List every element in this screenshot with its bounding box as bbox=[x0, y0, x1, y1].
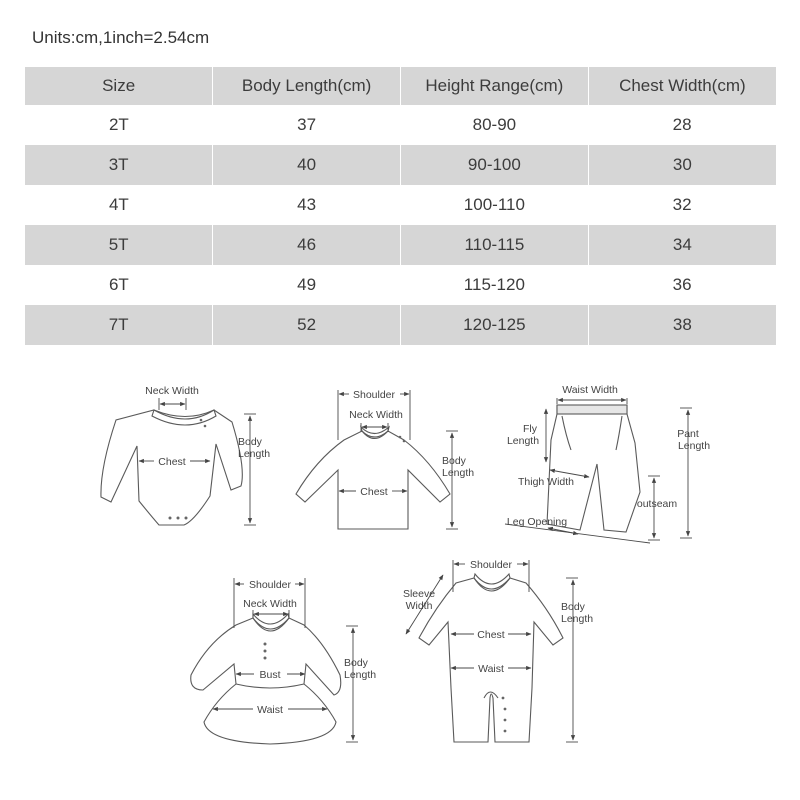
pants-outseam-label: outseam bbox=[636, 498, 678, 510]
romper-outline bbox=[419, 578, 563, 742]
header-height-range: Height Range(cm) bbox=[401, 67, 589, 105]
dress-body-length-label-2: Length bbox=[344, 669, 377, 681]
pants-leg-opening-label: Leg Opening bbox=[506, 516, 568, 528]
dress-body-length-label: Body bbox=[344, 657, 368, 669]
romper-waist-label: Waist bbox=[478, 663, 504, 675]
cell-size: 5T bbox=[25, 225, 213, 265]
tshirt-diagram bbox=[296, 389, 474, 529]
romper-sleeve-width-label-2: Width bbox=[405, 600, 433, 612]
romper-shoulder-label: Shoulder bbox=[469, 559, 513, 571]
bodysuit-diagram bbox=[101, 385, 270, 525]
dress-bust-label: Bust bbox=[259, 669, 281, 681]
pants-fly-length-label: Fly bbox=[523, 423, 537, 435]
cell-height-range: 80-90 bbox=[472, 115, 517, 134]
bodysuit-body-length-label-2: Length bbox=[238, 448, 271, 460]
tshirt-body-length-label: Body bbox=[442, 455, 466, 467]
bodysuit-neck-width-label: Neck Width bbox=[145, 385, 199, 397]
pants-pant-length-label-2: Length bbox=[677, 440, 711, 452]
cell-chest-width: 34 bbox=[588, 225, 776, 265]
romper-body-length-label: Body bbox=[561, 601, 585, 613]
cell-height-range: 120-125 bbox=[401, 305, 589, 345]
cell-chest-width: 30 bbox=[588, 145, 776, 185]
tshirt-body-length-label-2: Length bbox=[442, 467, 475, 479]
pants-diagram bbox=[505, 384, 710, 543]
bodysuit-chest-label: Chest bbox=[158, 456, 186, 468]
pants-fly-length-label-2: Length bbox=[506, 435, 540, 447]
romper-diagram bbox=[403, 559, 593, 742]
tshirt-shoulder-label: Shoulder bbox=[352, 389, 396, 401]
pants-thigh-width-label: Thigh Width bbox=[517, 476, 575, 488]
cell-chest-width: 36 bbox=[672, 275, 692, 294]
pants-pant-length-label: Pant bbox=[677, 428, 699, 440]
cell-height-range: 115-120 bbox=[463, 275, 525, 294]
pants-outline bbox=[547, 405, 640, 532]
cell-body-length: 52 bbox=[213, 305, 401, 345]
dress-neck-width-label: Neck Width bbox=[243, 598, 297, 610]
tshirt-chest-label: Chest bbox=[360, 486, 388, 498]
dress-outline bbox=[191, 618, 341, 744]
romper-sleeve-width-label: Sleeve bbox=[402, 588, 436, 600]
cell-body-length: 43 bbox=[297, 195, 317, 214]
cell-body-length: 49 bbox=[297, 275, 317, 294]
cell-height-range: 100-110 bbox=[463, 195, 525, 214]
dress-diagram bbox=[191, 578, 377, 744]
cell-size: 3T bbox=[25, 145, 213, 185]
cell-size: 6T bbox=[108, 275, 129, 294]
tshirt-neck-width-label: Neck Width bbox=[349, 409, 403, 421]
tshirt-outline bbox=[296, 431, 450, 529]
cell-body-length: 40 bbox=[213, 145, 401, 185]
romper-chest-label: Chest bbox=[477, 629, 505, 641]
units-note: Units:cm,1inch=2.54cm bbox=[32, 28, 210, 47]
cell-size: 4T bbox=[108, 195, 129, 214]
cell-chest-width: 28 bbox=[672, 115, 692, 134]
cell-size: 7T bbox=[25, 305, 213, 345]
romper-body-length-label-2: Length bbox=[561, 613, 594, 625]
header-body-length: Body Length(cm) bbox=[213, 67, 401, 105]
cell-body-length: 46 bbox=[213, 225, 401, 265]
cell-height-range: 90-100 bbox=[401, 145, 589, 185]
cell-chest-width: 32 bbox=[672, 195, 692, 214]
pants-waist-width-label: Waist Width bbox=[562, 384, 618, 396]
cell-body-length: 37 bbox=[297, 115, 317, 134]
header-chest-width: Chest Width(cm) bbox=[588, 67, 776, 105]
bodysuit-body-length-label: Body bbox=[238, 436, 262, 448]
cell-height-range: 110-115 bbox=[401, 225, 589, 265]
dress-waist-label: Waist bbox=[257, 704, 283, 716]
cell-chest-width: 38 bbox=[588, 305, 776, 345]
dress-shoulder-label: Shoulder bbox=[248, 579, 292, 591]
cell-size: 2T bbox=[108, 115, 129, 134]
header-size: Size bbox=[25, 67, 213, 105]
